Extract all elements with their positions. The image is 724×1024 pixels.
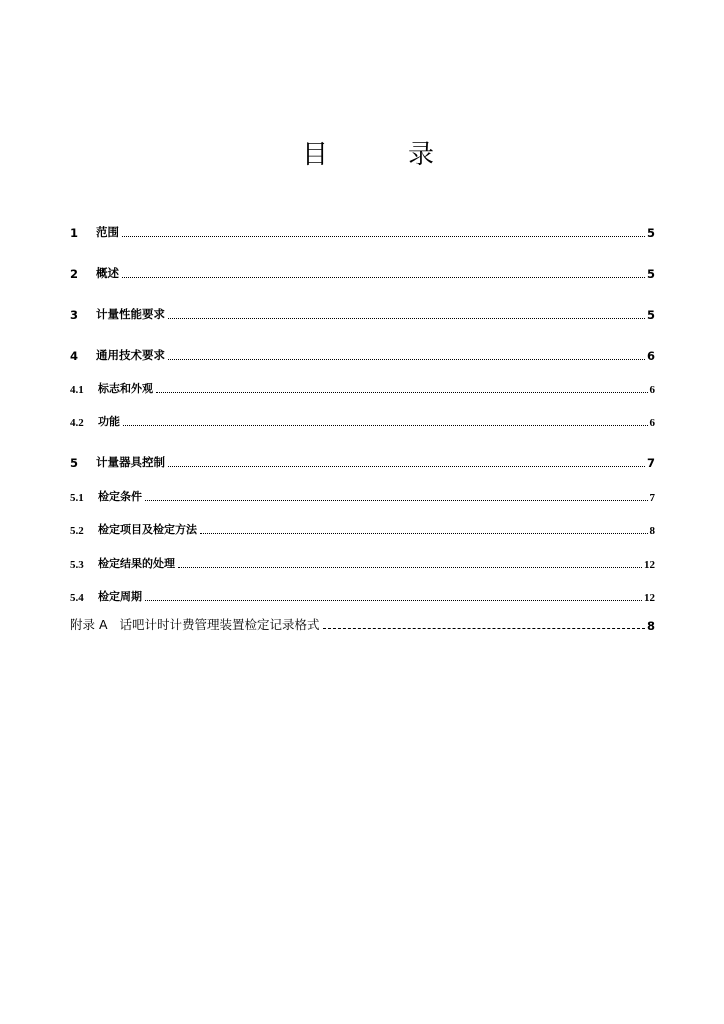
toc-leader xyxy=(145,600,642,601)
toc-number: 5.1 xyxy=(70,492,84,504)
toc-page: 8 xyxy=(649,525,655,537)
toc-number: 4.1 xyxy=(70,384,84,396)
toc-leader xyxy=(145,500,648,501)
toc-number: 5.3 xyxy=(70,559,84,571)
toc-leader xyxy=(200,533,648,534)
toc-page: 8 xyxy=(646,619,655,633)
toc-page: 6 xyxy=(646,349,655,363)
toc-label: 概述 xyxy=(96,266,119,280)
toc-label: 检定项目及检定方法 xyxy=(98,523,197,536)
toc-entry-2[interactable] xyxy=(70,263,655,281)
toc-page: 5 xyxy=(646,226,655,240)
toc-label: 检定周期 xyxy=(98,590,142,603)
toc-number: 5 xyxy=(70,456,79,470)
toc-page: 12 xyxy=(644,592,655,604)
toc-leader xyxy=(122,277,645,278)
toc-leader xyxy=(323,628,645,629)
toc-page: 5 xyxy=(646,308,655,322)
toc-number: 5.2 xyxy=(70,525,84,537)
toc-leader xyxy=(168,466,645,467)
toc-entry-appendix-a[interactable] xyxy=(70,615,655,633)
toc-entry-5-2[interactable] xyxy=(70,519,655,537)
toc-entry-5-1[interactable] xyxy=(70,486,655,504)
toc-label: 功能 xyxy=(98,415,120,428)
toc-label: 标志和外观 xyxy=(98,382,153,395)
toc-leader xyxy=(178,567,642,568)
toc-label: 计量性能要求 xyxy=(96,307,165,321)
toc-page: 12 xyxy=(644,559,655,571)
toc-label: 检定结果的处理 xyxy=(98,557,175,570)
toc-page: 5 xyxy=(646,267,655,281)
toc-number: 3 xyxy=(70,308,79,322)
toc-entry-5[interactable] xyxy=(70,452,655,470)
toc-page: 6 xyxy=(649,417,655,429)
toc-leader xyxy=(168,359,645,360)
toc-entry-4-1[interactable] xyxy=(70,378,655,396)
toc-number: 5.4 xyxy=(70,592,84,604)
toc-leader xyxy=(122,236,645,237)
toc-page: 7 xyxy=(646,456,655,470)
toc-leader xyxy=(123,425,648,426)
toc-number: 4.2 xyxy=(70,417,84,429)
toc-number: 1 xyxy=(70,226,79,240)
toc-entry-5-4[interactable] xyxy=(70,586,655,604)
toc-entry-5-3[interactable] xyxy=(70,553,655,571)
title-char-1: 目 xyxy=(302,140,329,170)
toc-page: 6 xyxy=(649,384,655,396)
toc-leader xyxy=(156,392,648,393)
toc-label: 话吧计时计费管理装置检定记录格式 xyxy=(119,617,320,632)
toc-number: 4 xyxy=(70,349,79,363)
toc-entry-4[interactable] xyxy=(70,345,655,363)
toc-entry-1[interactable] xyxy=(70,222,655,240)
toc-entry-4-2[interactable] xyxy=(70,411,655,429)
toc-label: 检定条件 xyxy=(98,490,142,503)
toc-label: 通用技术要求 xyxy=(96,348,165,362)
toc-label: 范围 xyxy=(96,225,119,239)
toc-leader xyxy=(168,318,645,319)
toc-page: 7 xyxy=(649,492,655,504)
toc-number: 附录 A xyxy=(70,617,108,632)
title-char-2: 录 xyxy=(408,140,435,170)
toc-number: 2 xyxy=(70,267,79,281)
toc-entry-3[interactable] xyxy=(70,304,655,322)
toc-label: 计量器具控制 xyxy=(96,455,165,469)
